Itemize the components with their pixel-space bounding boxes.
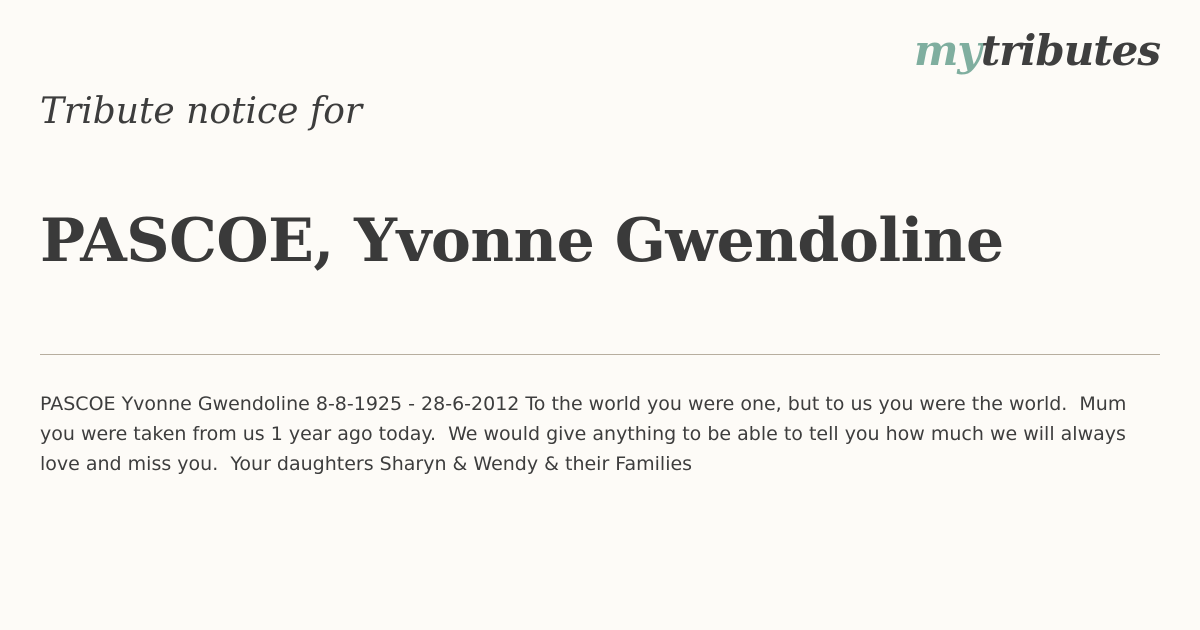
- notice-text: PASCOE Yvonne Gwendoline 8-8-1925 - 28-6-2012 To the world you were one, but to us you were the world. Mum you were taken from us 1 year ago today. We would give anything to be able to tell you how much we will always love and miss you. Your daughters Sharyn & Wendy & their Families: [40, 393, 1133, 475]
- logo-part-my: my: [913, 26, 981, 75]
- divider: [40, 354, 1160, 355]
- tribute-subtitle: Tribute notice for: [40, 91, 363, 132]
- logo-part-tributes: tributes: [980, 26, 1160, 75]
- mytributes-logo[interactable]: [913, 26, 1160, 75]
- deceased-name: PASCOE, Yvonne Gwendoline: [40, 206, 1004, 276]
